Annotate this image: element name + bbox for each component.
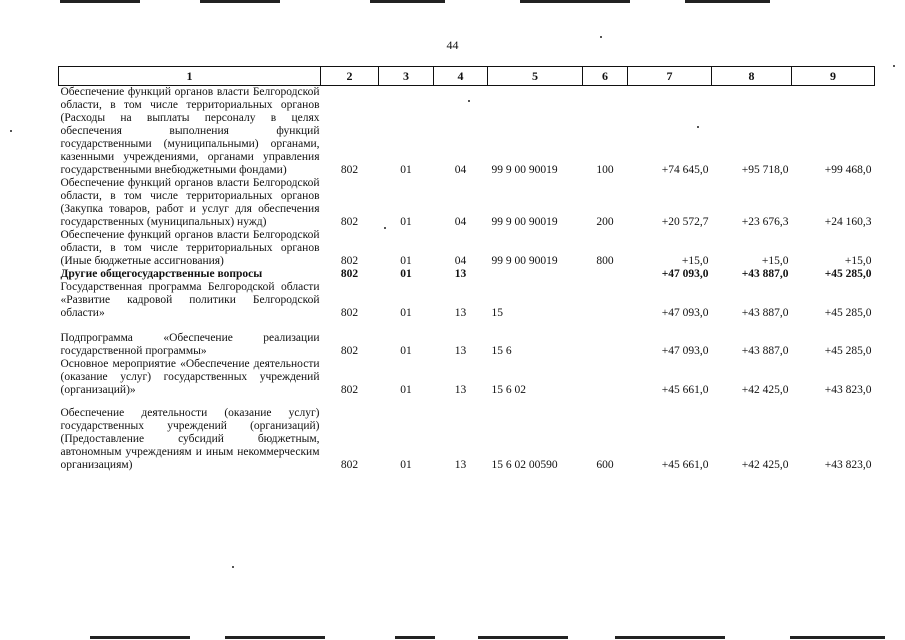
table-row <box>59 229 875 268</box>
column-header: 3 <box>379 67 434 86</box>
cell-target-article: 15 6 02 <box>491 384 526 396</box>
cell-subsection: 13 <box>454 384 467 396</box>
cell-ministry: 802 <box>340 384 359 396</box>
cell-subsection: 13 <box>454 459 467 471</box>
cell-target-article: 99 9 00 90019 <box>491 216 558 228</box>
cell-ministry: 802 <box>340 268 359 280</box>
table-row <box>59 320 875 358</box>
cell-amount-2: +15,0 <box>761 255 789 267</box>
scan-speck <box>697 126 699 128</box>
cell-subsection: 13 <box>454 345 467 357</box>
page-number: 44 <box>446 38 459 52</box>
cell-amount-1: +20 572,7 <box>661 216 709 228</box>
row-description: Обеспечение функций органов власти Белгородской области, в том числе территориальных органов (Закупка товаров, работ и услуг для обеспечения государственных (муниципальных) нужд) <box>60 177 320 228</box>
column-header: 5 <box>488 67 583 86</box>
cell-amount-2: +42 425,0 <box>741 384 789 396</box>
scan-edge-line <box>790 636 885 639</box>
column-header: 4 <box>434 67 488 86</box>
table-row <box>59 358 875 397</box>
cell-amount-1: +45 661,0 <box>661 459 709 471</box>
scan-speck <box>232 566 234 568</box>
column-header: 1 <box>59 67 321 86</box>
cell-amount-2: +43 887,0 <box>741 345 789 357</box>
cell-expense-type: 100 <box>596 164 614 176</box>
table-row <box>59 86 875 178</box>
scan-speck <box>384 227 386 229</box>
cell-ministry: 802 <box>340 345 359 357</box>
cell-amount-1: +45 661,0 <box>661 384 709 396</box>
cell-amount-1: +47 093,0 <box>661 345 709 357</box>
cell-section: 01 <box>400 164 412 176</box>
cell-amount-2: +95 718,0 <box>741 164 789 176</box>
cell-expense-type <box>583 358 628 397</box>
column-header: 9 <box>792 67 875 86</box>
scan-edge-line <box>685 0 770 3</box>
cell-expense-type <box>583 281 628 320</box>
cell-subsection: 13 <box>454 268 467 280</box>
row-description: Обеспечение функций органов власти Белгородской области, в том числе территориальных органов (Расходы на выплаты персоналу в целях обеспечения выполнения функций государственными (муниципальными) органами, казенными учреждениями, органами управления государственными внебюджетными фондами) <box>60 86 320 176</box>
column-header: 2 <box>321 67 379 86</box>
cell-subsection: 04 <box>454 255 467 267</box>
cell-amount-1: +47 093,0 <box>661 307 709 319</box>
header-row <box>59 67 875 86</box>
cell-amount-2: +43 887,0 <box>741 307 789 319</box>
scan-edge-line <box>615 636 725 639</box>
cell-target-article: 99 9 00 90019 <box>491 164 558 176</box>
cell-amount-3: +24 160,3 <box>824 216 872 228</box>
cell-amount-2: +42 425,0 <box>741 459 789 471</box>
cell-section: 01 <box>400 307 412 319</box>
cell-amount-3: +45 285,0 <box>824 345 872 357</box>
scan-edge-line <box>200 0 280 3</box>
row-description: Обеспечение функций органов власти Белгородской области, в том числе территориальных органов (Иные бюджетные ассигнования) <box>60 229 320 267</box>
cell-section: 01 <box>400 216 412 228</box>
column-header: 6 <box>583 67 628 86</box>
row-description: Другие общегосударственные вопросы <box>60 268 263 280</box>
cell-section: 01 <box>400 345 412 357</box>
scan-edge-line <box>225 636 325 639</box>
scan-speck <box>468 100 470 102</box>
table-row <box>59 281 875 320</box>
table-row <box>59 397 875 472</box>
cell-amount-1: +47 093,0 <box>661 268 709 280</box>
cell-ministry: 802 <box>340 307 359 319</box>
column-header: 7 <box>628 67 712 86</box>
cell-target-article <box>488 268 583 281</box>
cell-expense-type: 800 <box>596 255 614 267</box>
cell-amount-2: +43 887,0 <box>741 268 789 280</box>
scan-edge-line <box>90 636 190 639</box>
cell-section: 01 <box>400 384 412 396</box>
cell-amount-1: +15,0 <box>681 255 709 267</box>
cell-ministry: 802 <box>340 216 359 228</box>
column-header: 8 <box>712 67 792 86</box>
cell-amount-3: +43 823,0 <box>824 459 872 471</box>
cell-subsection: 13 <box>454 307 467 319</box>
cell-ministry: 802 <box>340 255 359 267</box>
cell-expense-type: 600 <box>596 459 614 471</box>
cell-target-article: 15 6 <box>491 345 512 357</box>
table-row <box>59 177 875 229</box>
cell-subsection: 04 <box>454 164 467 176</box>
cell-expense-type <box>583 320 628 358</box>
scan-speck <box>600 36 602 38</box>
cell-amount-3: +99 468,0 <box>824 164 872 176</box>
cell-ministry: 802 <box>340 459 359 471</box>
cell-target-article: 15 <box>491 307 503 319</box>
budget-table <box>58 66 875 472</box>
scan-speck <box>893 65 895 67</box>
scan-edge-line <box>60 0 140 3</box>
cell-target-article: 15 6 02 00590 <box>491 459 558 471</box>
cell-amount-3: +45 285,0 <box>824 307 872 319</box>
cell-expense-type: 200 <box>596 216 614 228</box>
row-description: Основное мероприятие «Обеспечение деятельности (оказание услуг) государственных учреждений (организаций)» <box>60 358 320 396</box>
scan-edge-line <box>395 636 435 639</box>
row-description: Государственная программа Белгородской области «Развитие кадровой политики Белгородской области» <box>60 281 320 319</box>
cell-amount-2: +23 676,3 <box>741 216 789 228</box>
scan-speck <box>10 130 12 132</box>
cell-amount-3: +45 285,0 <box>824 268 872 280</box>
cell-amount-3: +15,0 <box>844 255 872 267</box>
scan-edge-line <box>478 636 568 639</box>
scan-edge-line <box>370 0 445 3</box>
row-description: Обеспечение деятельности (оказание услуг) государственных учреждений (организаций) (Предоставление субсидий бюджетным, автономным учреждениям и иным некоммерческим организациям) <box>60 407 320 471</box>
cell-target-article: 99 9 00 90019 <box>491 255 558 267</box>
row-description: Подпрограмма «Обеспечение реализации государственной программы» <box>60 332 320 357</box>
cell-ministry: 802 <box>340 164 359 176</box>
cell-section: 01 <box>400 268 412 280</box>
table-row <box>59 268 875 281</box>
scan-edge-line <box>520 0 630 3</box>
cell-subsection: 04 <box>454 216 467 228</box>
cell-amount-3: +43 823,0 <box>824 384 872 396</box>
cell-section: 01 <box>400 459 412 471</box>
cell-expense-type <box>583 268 628 281</box>
cell-section: 01 <box>400 255 412 267</box>
cell-amount-1: +74 645,0 <box>661 164 709 176</box>
